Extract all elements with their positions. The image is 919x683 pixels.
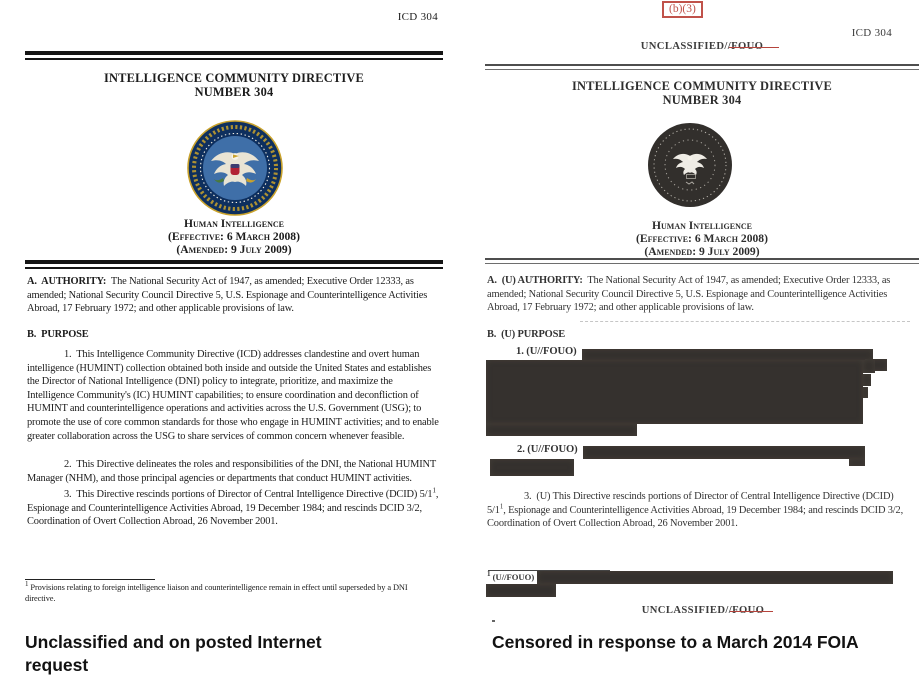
title-line1: INTELLIGENCE COMMUNITY DIRECTIVE — [104, 71, 364, 85]
effective-line: (Effective: 6 March 2008) — [168, 229, 300, 243]
section-authority-text: The National Security Act of 1947, as amended; Executive Order 12333, as amended; National Security Council Directive 5, U.S. Espionage and Counterintelligence Activities Abroad, 17 February 1972; and other applicable provisions of law. — [27, 276, 429, 315]
redaction-bar — [486, 424, 637, 436]
banner-fouo-struck: FOUO — [732, 605, 765, 616]
footnote — [25, 580, 437, 604]
section-purpose-label: B. PURPOSE — [27, 329, 89, 340]
footnote-separator — [25, 579, 155, 580]
doc-ref: ICD 304 — [397, 11, 438, 23]
footnote-number: 1 — [487, 570, 491, 579]
subheader-rule — [485, 258, 919, 264]
redaction-bar — [537, 571, 893, 584]
amended-line: (Amended: 9 July 2009) — [644, 244, 760, 258]
section-authority-label: A. AUTHORITY: — [27, 276, 107, 287]
footnote-marker: 1 — [432, 486, 436, 495]
section-authority-text: The National Security Act of 1947, as amended; Executive Order 12333, as amended; National Security Council Directive 5, U.S. Espionage and Counterintelligence Activities Abroad, 17 February 1972; and other applicable provisions of law. — [487, 275, 893, 314]
section-authority — [487, 274, 905, 315]
subtitle: Human Intelligence — [652, 219, 752, 232]
footnote-text: Provisions relating to foreign intelligence liaison and counterintelligence remain in effect until superseded by a DNI directive. — [25, 583, 410, 603]
subtitle: Human Intelligence — [184, 217, 284, 230]
doc-ref: ICD 304 — [851, 27, 892, 39]
original-document-page — [25, 0, 443, 683]
directive-subtitle-block — [485, 220, 919, 258]
footnote-label-text: (U//FOUO) — [490, 572, 535, 582]
right-caption: Censored in response to a March 2014 FOIA — [492, 632, 859, 652]
odni-photocopy-seal-icon — [647, 122, 733, 208]
title-line2: NUMBER 304 — [662, 92, 742, 107]
paragraph-3-text: 3. (U) This Directive rescinds portions of Director of Central Intelligence Directive (DCID) 5/1 — [487, 491, 897, 516]
purpose-paragraph-3 — [487, 490, 905, 531]
left-caption: Unclassified and on posted Internet request — [25, 632, 322, 675]
redaction-bar — [583, 446, 865, 459]
redaction-bar — [490, 459, 574, 476]
purpose-paragraph-3 — [27, 488, 441, 529]
scan-artifact-line — [580, 321, 910, 322]
paragraph-2-classification-label: 2. (U//FOUO) — [517, 444, 578, 455]
section-authority — [27, 275, 441, 316]
banner-fouo-struck: FOUO — [731, 41, 764, 52]
redaction-bar-edge — [849, 459, 865, 466]
classification-banner-bottom — [495, 605, 911, 616]
purpose-paragraph-2: 2. This Directive delineates the roles and responsibilities of the DNI, the National HUMINT Manager (NHM), and those principal agencies or departments that conduct HUMINT activities. — [27, 459, 439, 484]
amended-line: (Amended: 9 July 2009) — [176, 242, 292, 256]
redaction-block-edge — [863, 360, 875, 373]
redaction-block — [486, 360, 863, 424]
paragraph-3-text-continued: , Espionage and Counterintelligence Activities Abroad, 19 December 1984; and rescinds DCID 3/2, Coordination of Overt Collection Abroad, 26 November 2001. — [27, 489, 441, 528]
censored-document-page — [485, 0, 919, 683]
subheader-rule — [25, 260, 443, 269]
title-line2: NUMBER 304 — [194, 84, 274, 99]
purpose-paragraph-1: 1. This Intelligence Community Directive (ICD) addresses clandestine and overt human intelligence (HUMINT) collection obtained both inside and outside the United States and establishes the Director of National Intelligence (DNI) policy to integrate, prioritize, and maximize the Intelligence Community's (IC) HUMINT capabilities; to ensure coordination and deconfliction of HUMINT and counterintelligence operations and activities across the U.S. Government (USG); to promote the use of core common standards for those who engage in HUMINT activities; and to enable greater collaboration across the USG to share services of common concern whenever feasible. — [27, 349, 442, 442]
odni-color-seal-icon — [187, 120, 283, 216]
title-line1: INTELLIGENCE COMMUNITY DIRECTIVE — [572, 79, 832, 93]
redaction-bar — [486, 584, 556, 597]
section-authority-label: A. (U) AUTHORITY: — [487, 275, 583, 286]
banner-unclassified-text: UNCLASSIFIED// — [640, 41, 732, 52]
footnote-number: 1 — [25, 580, 29, 589]
redaction-block-edge — [863, 387, 868, 398]
banner-unclassified-text: UNCLASSIFIED// — [641, 605, 733, 616]
effective-line: (Effective: 6 March 2008) — [636, 231, 768, 245]
section-purpose-label: B. (U) PURPOSE — [487, 329, 565, 340]
footnote-marker: 1 — [499, 502, 504, 511]
footnote-classification-label — [487, 572, 534, 582]
foia-exemption-stamp: (b)(3) — [662, 1, 703, 18]
paragraph-3-text: 3. This Directive rescinds portions of Director of Central Intelligence Directive (DCID) 5/1 — [64, 489, 433, 500]
directive-title — [485, 80, 919, 108]
directive-subtitle-block — [25, 218, 443, 256]
paragraph-3-text-continued: , Espionage and Counterintelligence Activities Abroad, 19 December 1984; and rescinds DCID 3/2, Coordination of Overt Collection Abroad, 26 November 2001. — [487, 504, 906, 530]
scan-speck — [492, 620, 495, 622]
directive-title — [25, 72, 443, 100]
header-rule — [25, 51, 443, 60]
paragraph-1-classification-label: 1. (U//FOUO) — [516, 346, 577, 357]
redaction-block-edge — [863, 374, 871, 386]
classification-banner-top — [497, 41, 907, 52]
header-rule — [485, 64, 919, 70]
